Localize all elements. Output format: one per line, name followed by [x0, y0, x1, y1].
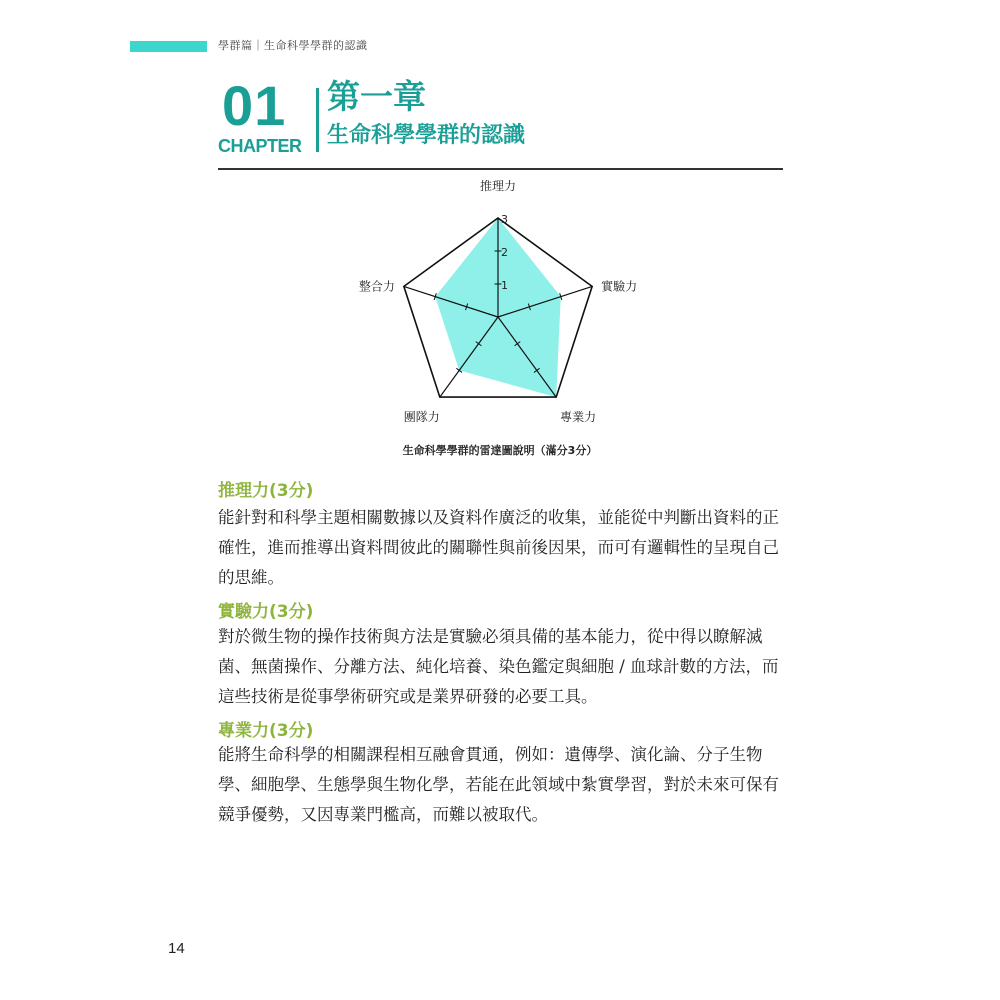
- radar-axis-label: 實驗力: [601, 279, 638, 294]
- radar-axis-label: 推理力: [479, 180, 517, 193]
- section-body-experiment: 對於微生物的操作技術與方法是實驗必須具備的基本能力，從中得以瞭解滅菌、無菌操作、分離方法、純化培養、染色鑑定與細胞 / 血球計數的方法，而這些技術是從事學術研究或是業界研發的必要工具。: [218, 627, 779, 706]
- chapter-label: CHAPTER: [218, 136, 302, 156]
- breadcrumb: 學群篇｜生命科學學群的認識: [218, 39, 368, 52]
- radar-axis-label: 團隊力: [403, 410, 440, 425]
- radar-axis-label: 整合力: [358, 279, 395, 294]
- section-heading-experiment: 實驗力(3分): [218, 602, 314, 622]
- radar-scale-label: 2: [501, 246, 508, 259]
- radar-axis-label: 專業力: [560, 410, 597, 425]
- radar-scale-label: 1: [501, 279, 508, 292]
- section-body-reasoning: 能針對和科學主題相關數據以及資料作廣泛的收集，並能從中判斷出資料的正確性，進而推導出資料間彼此的關聯性與前後因果，而可有邏輯性的呈現自己的思維。: [218, 508, 779, 587]
- chapter-divider: [316, 88, 319, 152]
- section-heading-expertise: 專業力(3分): [218, 721, 314, 741]
- radar-chart: [300, 180, 700, 430]
- chapter-title: 第一章: [327, 77, 426, 116]
- chapter-number: 01: [222, 74, 287, 137]
- chapter-subtitle: 生命科學學群的認識: [327, 123, 526, 148]
- header-accent-bar: [130, 41, 207, 52]
- chart-caption: 生命科學學群的雷達圖說明（滿分3分）: [402, 444, 598, 457]
- page-number: 14: [168, 940, 185, 957]
- section-heading-reasoning: 推理力(3分): [218, 481, 314, 501]
- radar-scale-label: 3: [501, 213, 508, 226]
- title-rule: [218, 168, 783, 170]
- section-body-expertise: 能將生命科學的相關課程相互融會貫通，例如：遺傳學、演化論、分子生物學、細胞學、生態學與生物化學，若能在此領域中紮實學習，對於未來可保有競爭優勢，又因專業門檻高，而難以被取代。: [218, 745, 779, 824]
